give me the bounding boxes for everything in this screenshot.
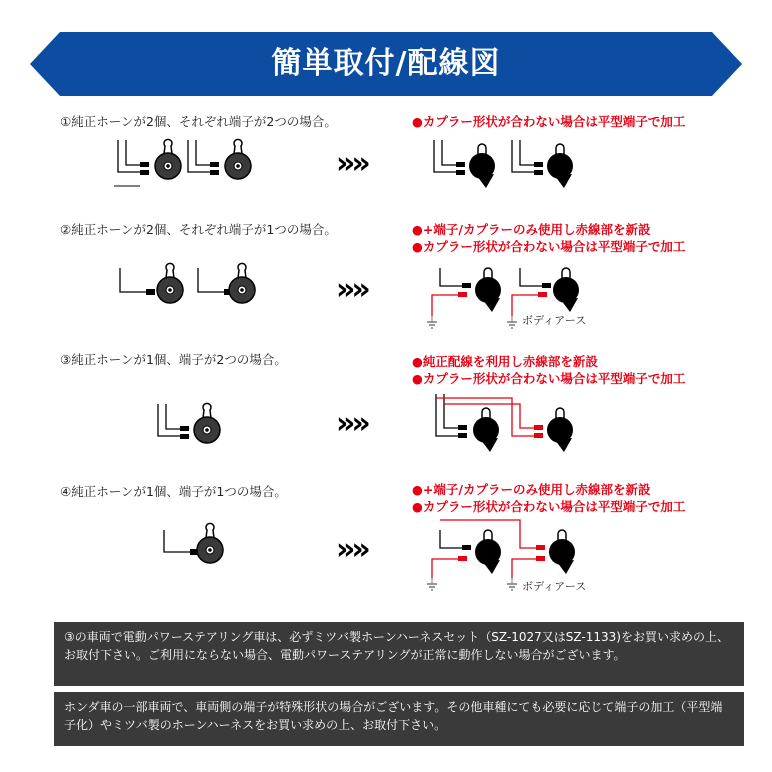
case-2-new-horn-a xyxy=(427,268,501,328)
case-1-arrow-icon: »» xyxy=(336,146,371,181)
case-3-factory-horn xyxy=(158,403,220,443)
case-1-new-horn-a xyxy=(434,140,495,188)
case-4-note-1: ●+端子/カプラーのみ使用し赤線部を新設 xyxy=(412,482,651,497)
case-2-factory-horn-b xyxy=(198,263,255,303)
case-2-note-2: ●カプラー形状が合わない場合は平型端子で加工 xyxy=(412,239,686,254)
case-2-ground-label: ボディアース xyxy=(522,314,587,327)
case-4-factory-horn xyxy=(164,523,223,563)
case-2-factory-horn-a xyxy=(120,263,183,303)
case-1-factory-horn-a xyxy=(118,139,181,179)
case-2-note-1: ●+端子/カプラーのみ使用し赤線部を新設 xyxy=(412,222,651,237)
case-1-note-1: ●カプラー形状が合わない場合は平型端子で加工 xyxy=(412,114,686,129)
case-1-new-horn-b xyxy=(512,140,573,188)
page-title: 簡単取付/配線図 xyxy=(271,46,501,81)
case-3-label: ③純正ホーンが1個、端子が2つの場合。 xyxy=(60,352,287,367)
case-4-ground-label: ボディアース xyxy=(522,580,587,593)
case-2-arrow-icon: »» xyxy=(336,272,371,307)
case-1-factory-horn-b xyxy=(188,139,251,179)
info-box-honda: ホンダ車の一部車両で、車両側の端子が特殊形状の場合がございます。その他車種にても必要に応じて端子の加工（平型端子化）やミツバ製のホーンハーネスをお買い求めの上、お取付下さい。 xyxy=(54,692,744,746)
case-4-note-2: ●カプラー形状が合わない場合は平型端子で加工 xyxy=(412,499,686,514)
case-3-arrow-icon: »» xyxy=(336,406,371,441)
case-3-note-2: ●カプラー形状が合わない場合は平型端子で加工 xyxy=(412,371,686,386)
case-3-note-1: ●純正配線を利用し赤線部を新設 xyxy=(412,354,598,369)
case-1-label: ①純正ホーンが2個、それぞれ端子が2つの場合。 xyxy=(60,114,337,129)
case-4-label: ④純正ホーンが1個、端子が1つの場合。 xyxy=(60,484,287,499)
case-3-new-horns xyxy=(436,394,573,452)
case-4-arrow-icon: »» xyxy=(336,532,371,567)
case-2-label: ②純正ホーンが2個、それぞれ端子が1つの場合。 xyxy=(60,222,337,237)
info-box-power-steering: ③の車両で電動パワーステアリング車は、必ずミツバ製ホーンハーネスセット（SZ-1027又はSZ-1133)をお買い求めの上、お取付下さい。ご利用にならない場合、電動パワーステアリングが正常に動作しない場合がございます。 xyxy=(54,622,744,686)
